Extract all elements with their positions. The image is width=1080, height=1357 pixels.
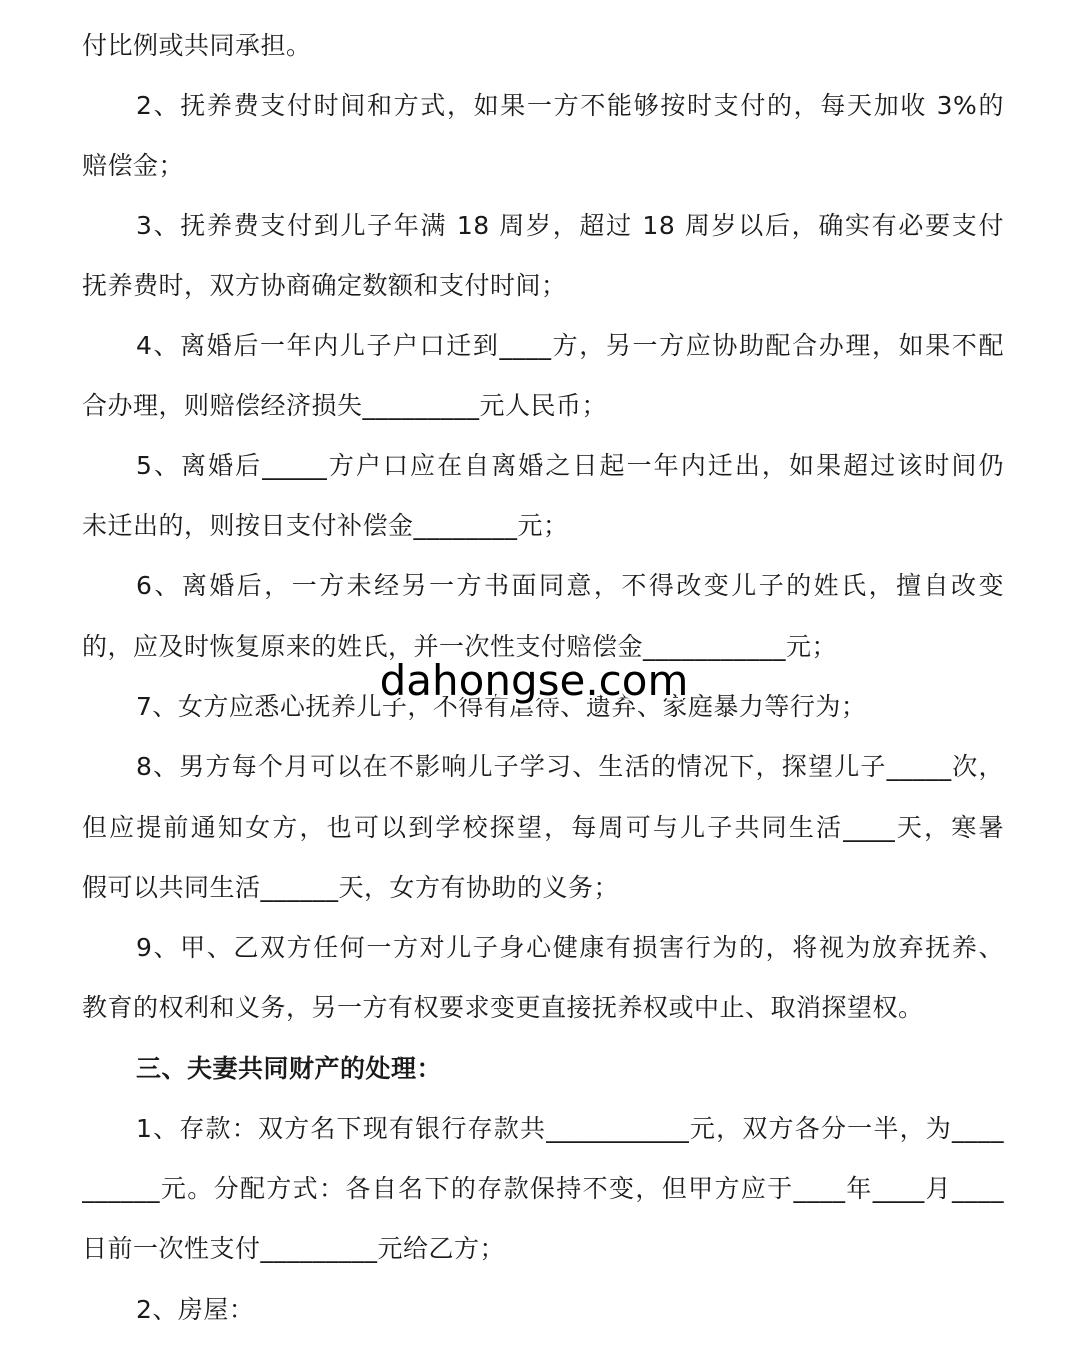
paragraph-line: ______元。分配方式：各自名下的存款保持不变，但甲方应于____年____月____: [82, 1174, 1004, 1203]
paragraph-line: 1、存款：双方名下现有银行存款共___________元，双方各分一半，为____: [136, 1114, 1004, 1143]
paragraph-line: 抚养费时，双方协商确定数额和支付时间；: [82, 271, 567, 300]
paragraph-line: 2、抚养费支付时间和方式，如果一方不能够按时支付的，每天加收 3%的: [136, 91, 1004, 120]
paragraph-line: 合办理，则赔偿经济损失_________元人民币；: [82, 391, 608, 420]
paragraph-line: 2、房屋：: [136, 1295, 255, 1324]
watermark-text: dahongse.com: [379, 656, 689, 705]
paragraph-line: 7、女方应悉心抚养儿子，不得有虐待、遗弃、家庭暴力等行为；: [136, 692, 867, 721]
paragraph-line: 但应提前通知女方，也可以到学校探望，每周可与儿子共同生活____天，寒暑: [82, 813, 1004, 842]
paragraph-line: 8、男方每个月可以在不影响儿子学习、生活的情况下，探望儿子_____次，: [136, 752, 1004, 781]
paragraph-line: 赔偿金；: [82, 151, 185, 180]
paragraph-line: 假可以共同生活______天，女方有协助的义务；: [82, 873, 620, 902]
section-heading: 三、夫妻共同财产的处理：: [136, 1054, 443, 1083]
paragraph-line: 未迁出的，则按日支付补偿金________元；: [82, 511, 569, 540]
paragraph-line: 4、离婚后一年内儿子户口迁到____方，另一方应协助配合办理，如果不配: [136, 331, 1004, 360]
paragraph-line: 6、离婚后，一方未经另一方书面同意，不得改变儿子的姓氏，擅自改变: [136, 571, 1004, 600]
paragraph-line: 的，应及时恢复原来的姓氏，并一次性支付赔偿金___________元；: [82, 632, 838, 661]
paragraph-line: 日前一次性支付_________元给乙方；: [82, 1234, 506, 1263]
paragraph-line: 3、抚养费支付到儿子年满 18 周岁，超过 18 周岁以后，确实有必要支付: [136, 211, 1004, 240]
paragraph-line: 付比例或共同承担。: [82, 31, 312, 60]
paragraph-line: 教育的权利和义务，另一方有权要求变更直接抚养权或中止、取消探望权。: [82, 993, 924, 1022]
paragraph-line: 5、离婚后_____方户口应在自离婚之日起一年内迁出，如果超过该时间仍: [136, 451, 1004, 480]
paragraph-line: 9、甲、乙双方任何一方对儿子身心健康有损害行为的，将视为放弃抚养、: [136, 933, 1004, 962]
